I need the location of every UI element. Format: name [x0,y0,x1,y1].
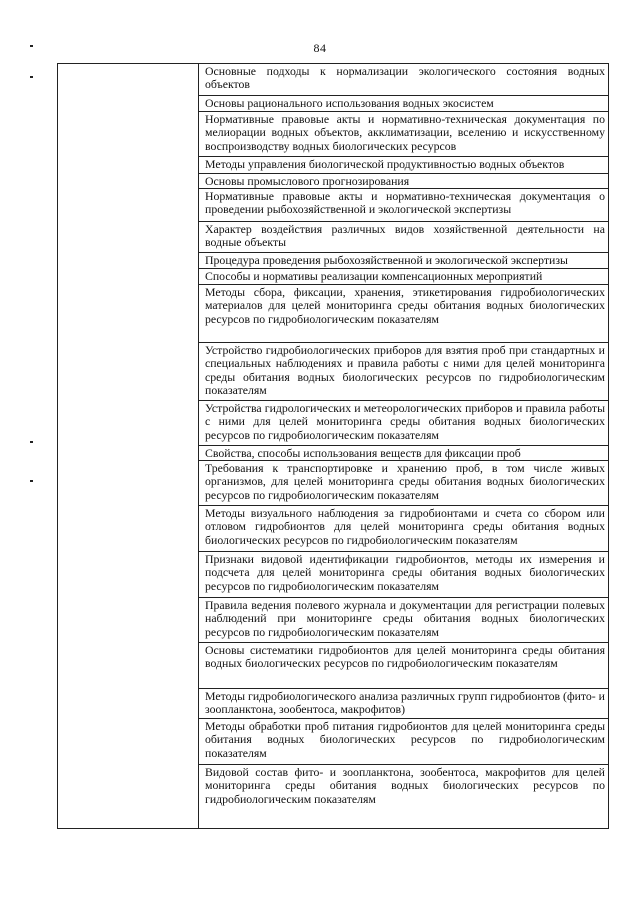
page-number: 84 [313,41,327,55]
table-row: Нормативные правовые акты и нормативно-техническая документация по мелиорации водных объектов, акклиматизации, вселению и искусственному воспроизводству водных биологических ресурсов [199,112,608,157]
table-row: Видовой состав фито- и зоопланктона, зообентоса, макрофитов для целей мониторинга среды обитания водных биологических ресурсов по гидробиологическим показателям [205,765,605,806]
table-row: Требования к транспортировке и хранению проб, в том числе живых организмов, для целей мониторинга среды обитания водных биологических ресурсов по гидробиологическим показателям [199,461,608,506]
table-row: Характер воздействия различных видов хозяйственной деятельности на водные объекты [199,222,608,253]
table-row: Методы сбора, фиксации, хранения, этикетирования гидробиологических материалов для целей мониторинга среды обитания водных биологических ресурсов по гидробиологическим показателям [199,285,608,343]
table-row: Основы промыслового прогнозирования [199,174,608,189]
margin-mark [30,76,33,78]
margin-mark [30,45,33,47]
margin-mark [30,480,33,482]
table-row: Методы гидробиологического анализа различных групп гидробионтов (фито- и зоопланктона, зообентоса, макрофитов) [199,689,608,719]
table-right-column [199,64,608,828]
table-row: Основные подходы к нормализации экологического состояния водных объектов [199,64,608,96]
requirements-table [57,63,609,829]
table-row: Нормативные правовые акты и нормативно-техническая документация о проведении рыбохозяйственной и экологической экспертизы [199,189,608,222]
table-row: Признаки видовой идентификации гидробионтов, методы их измерения и подсчета для целей мониторинга среды обитания водных биологических ресурсов по гидробиологическим показателям [199,552,608,598]
table-row: Устройство гидробиологических приборов для взятия проб при стандартных и специальных наблюдениях и правила работы с ними для целей мониторинга среды обитания водных биологических ресурсов по гидробиологическим показателям [199,343,608,401]
table-row: Свойства, способы использования веществ для фиксации проб [199,446,608,461]
table-row: Основы рационального использования водных экосистем [199,96,608,112]
table-row: Процедура проведения рыбохозяйственной и экологической экспертизы [199,253,608,269]
table-row: Методы обработки проб питания гидробионтов для целей мониторинга среды обитания водных биологических ресурсов по гидробиологическим показателям [199,719,608,765]
margin-mark [30,441,33,443]
table-row: Способы и нормативы реализации компенсационных мероприятий [199,269,608,285]
table-row: Правила ведения полевого журнала и документации для регистрации полевых наблюдений при мониторинге среды обитания водных биологических ресурсов по гидробиологическим показателям [199,598,608,643]
table-row: Методы визуального наблюдения за гидробионтами и счета со сбором или отловом гидробионтов для целей мониторинга среды обитания водных биологических ресурсов по гидробиологическим показателям [199,506,608,552]
table-row: Методы управления биологической продуктивностью водных объектов [199,157,608,174]
table-left-column [58,64,199,828]
table-row: Устройства гидрологических и метеорологических приборов и правила работы с ними для целей мониторинга среды обитания водных биологических ресурсов по гидробиологическим показателям [199,401,608,446]
table-row: Основы систематики гидробионтов для целей мониторинга среды обитания водных биологических ресурсов по гидробиологическим показателям [199,643,608,689]
